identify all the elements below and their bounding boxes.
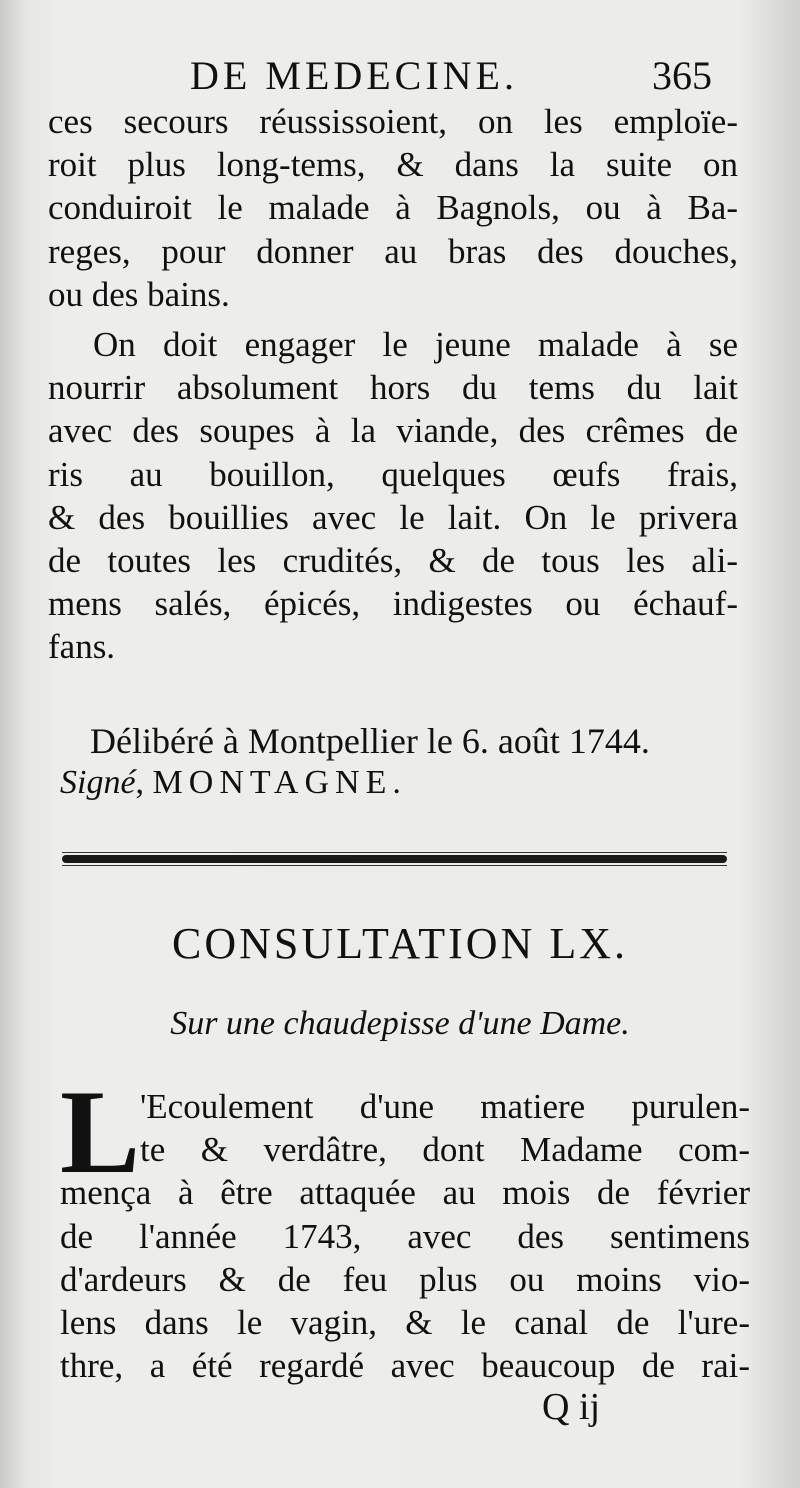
section-divider [62,852,727,866]
text-line: 'Ecoulement d'une matiere purulen- [140,1087,750,1126]
text-line: On doit engager le jeune malade à se [93,325,738,364]
drop-cap: L [60,1065,141,1198]
text-line: reges, pour donner au bras des douches, [48,231,738,271]
page-number: 365 [652,53,712,98]
section-heading: CONSULTATION LX. [172,919,628,968]
running-header [0,52,800,102]
paragraph-1 [48,100,738,316]
text-line: te & verdâtre, dont Madame com- [140,1130,750,1170]
text-line: fans. [48,627,116,667]
text-line: nourrir absolument hors du tems du lait [48,368,738,408]
text-line: mença à être attaquée au mois de février [60,1173,750,1213]
paragraph-3 [60,1085,750,1387]
text-line: roit plus long-tems, & dans la suite on [48,145,738,185]
signed-line: Signé, MONTAGNE. [60,764,407,801]
text-line: ris au bouillon, quelques œufs frais, [48,454,738,494]
text-line: mens salés, épicés, indigestes ou échauf- [48,584,738,624]
deliberation-date: Délibéré à Montpellier le 6. août 1744. [90,721,650,761]
text-line: lens dans le vagin, & le canal de l'ure- [60,1302,750,1342]
text-line: conduiroit le malade à Bagnols, ou à Ba- [48,188,738,228]
text-line: de toutes les crudités, & de tous les ali- [48,540,738,580]
signature-mark: Q ij [542,1386,601,1428]
signatory-name: MONTAGNE. [152,764,407,801]
text-line: ou des bains. [48,274,230,314]
header-title: DE MEDECINE. [190,53,518,98]
text-line: thre, a été regardé avec beaucoup de rai- [60,1346,750,1386]
text-line: d'ardeurs & de feu plus ou moins vio- [60,1259,750,1299]
text-line: avec des soupes à la viande, des crêmes de [48,411,738,451]
signed-label: Signé [60,764,136,801]
text-line: & des bouillies avec le lait. On le privera [48,497,738,537]
section-subheading: Sur une chaudepisse d'une Dame. [170,1005,630,1042]
text-line: ces secours réussissoient, on les emploïe- [48,102,738,141]
paragraph-2 [48,323,738,669]
text-line: de l'année 1743, avec des sentimens [60,1216,750,1256]
